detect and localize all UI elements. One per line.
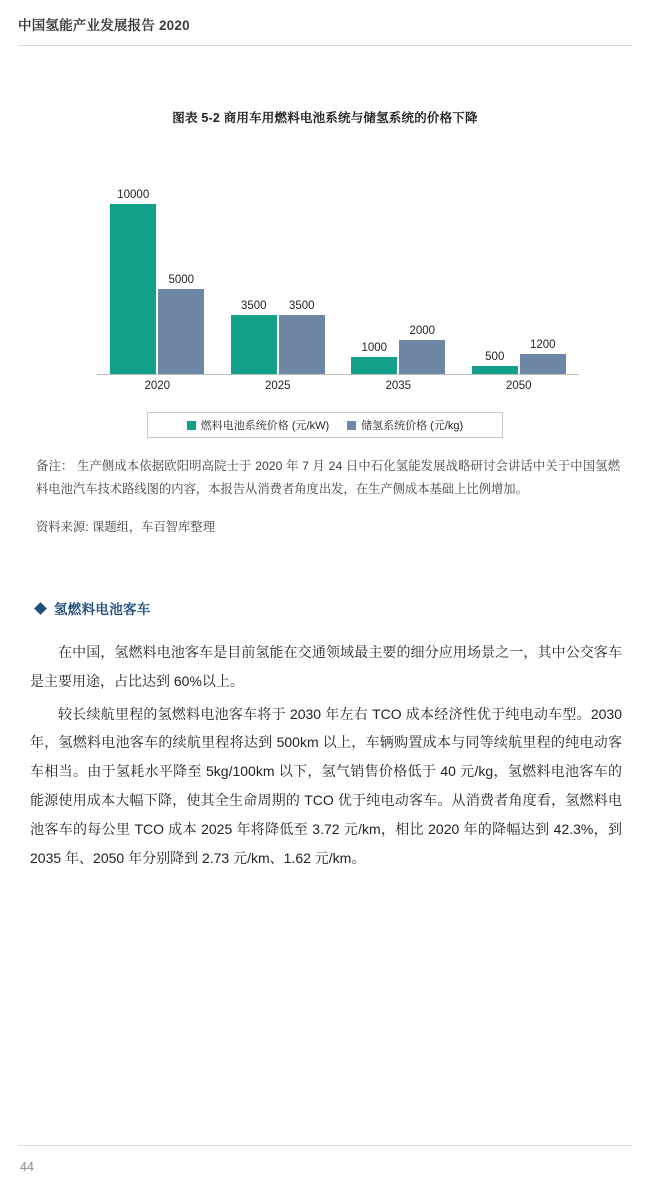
bar-wrap-fc-2025 — [231, 174, 277, 374]
bar-wrap-fc-2050 — [472, 174, 518, 374]
bar-chart — [45, 148, 605, 400]
header-divider — [18, 45, 632, 46]
bar-group-2020 — [97, 174, 218, 374]
bar-wrap-h2-2025 — [279, 174, 325, 374]
body-text — [30, 638, 622, 877]
bar-fc-2050 — [472, 366, 518, 375]
bar-wrap-fc-2035 — [351, 174, 397, 374]
bar-fc-2025 — [231, 315, 277, 375]
bar-group-2035 — [338, 174, 459, 374]
figure-notes — [36, 455, 620, 539]
bar-wrap-h2-2050 — [520, 174, 566, 374]
bar-group-2025 — [218, 174, 339, 374]
bar-h2-2020 — [158, 289, 204, 374]
chart-bar-groups — [97, 174, 579, 374]
bar-value-h2-2020: 5000 — [168, 274, 195, 286]
legend-item-fuel-cell-system — [187, 417, 329, 433]
bar-group-2050 — [459, 174, 580, 374]
footer-divider — [18, 1145, 632, 1146]
section-heading — [36, 598, 151, 618]
figure-note-source: 资料来源: 课题组，车百智库整理 — [36, 520, 215, 535]
bar-h2-2035 — [399, 340, 445, 374]
x-tick-2050: 2050 — [505, 380, 532, 392]
bar-value-h2-2025: 3500 — [288, 299, 315, 312]
bar-fc-2035 — [351, 357, 397, 374]
bar-wrap-h2-2035 — [399, 174, 445, 374]
figure-note-remark: 备注： 生产侧成本依据欧阳明高院士于 2020 年 7 月 24 日中石化氢能发展战略研讨会讲话中关于中国氢燃料电池汽车技术路线图的内容，本报告从消费者角度出发，在生产侧成本基础上比例增加。 — [36, 459, 620, 496]
legend-item-hydrogen-storage — [347, 417, 463, 433]
chart-legend — [147, 412, 503, 438]
paragraph-2: 较长续航里程的氢燃料电池客车将于 2030 年左右 TCO 成本经济性优于纯电动车型。2030 年，氢燃料电池客车的续航里程将达到 500km 以上，车辆购置成本与同等续航里程的纯电动客车相当。由于氢耗水平降至 5kg/100km 以下，氢气销售价格低于 40 元/kg，氢燃料电池客车的能源使用成本大幅下降，使其全生命周期的 TCO 优于纯电动客车。从消费者角度看，氢燃料电池客车的每公里 TCO 成本 2025 年将降低至 3.72 元/km，相比 2020 年的降幅达到 42.3%，到 2035 年、2050 年分别降到 2.73 元/km、1.62 元/km。 — [30, 705, 622, 866]
page-header — [18, 14, 632, 42]
paragraph-1: 在中国，氢燃料电池客车是目前氢能在交通领域最主要的细分应用场景之一，其中公交客车是主要用途，占比达到 60%以上。 — [30, 644, 622, 689]
legend-label-fuel-cell: 燃料电池系统价格 (元/kW) — [200, 420, 330, 432]
legend-swatch-icon-fuel-cell — [187, 421, 196, 430]
figure-block — [18, 108, 632, 438]
bar-value-fc-2035: 1000 — [361, 342, 388, 354]
x-tick-2025: 2025 — [264, 380, 291, 392]
bar-wrap-fc-2020 — [110, 174, 156, 374]
bar-fc-2020 — [110, 204, 156, 374]
bar-value-fc-2050: 500 — [485, 350, 505, 363]
legend-label-hydrogen-storage: 储氢系统价格 (元/kg) — [361, 420, 464, 432]
chart-x-tick-labels — [97, 380, 579, 392]
header-title: 中国氢能产业发展报告 2020 — [18, 18, 190, 33]
legend-swatch-icon-hydrogen-storage — [347, 421, 356, 430]
diamond-bullet-icon — [34, 602, 47, 615]
section-heading-label: 氢燃料电池客车 — [54, 602, 151, 617]
bar-h2-2050 — [520, 354, 566, 374]
x-tick-2035: 2035 — [385, 380, 412, 392]
bar-value-fc-2025: 3500 — [240, 299, 267, 312]
bar-value-h2-2050: 1200 — [529, 338, 556, 351]
page-number: 44 — [20, 1160, 34, 1174]
bar-value-fc-2020: 10000 — [117, 189, 150, 201]
bar-h2-2025 — [279, 315, 325, 375]
bar-wrap-h2-2020 — [158, 174, 204, 374]
bar-value-h2-2035: 2000 — [409, 325, 436, 337]
figure-title: 图表 5-2 商用车用燃料电池系统与储氢系统的价格下降 — [172, 111, 478, 125]
chart-x-axis — [97, 374, 579, 375]
x-tick-2020: 2020 — [144, 380, 171, 392]
